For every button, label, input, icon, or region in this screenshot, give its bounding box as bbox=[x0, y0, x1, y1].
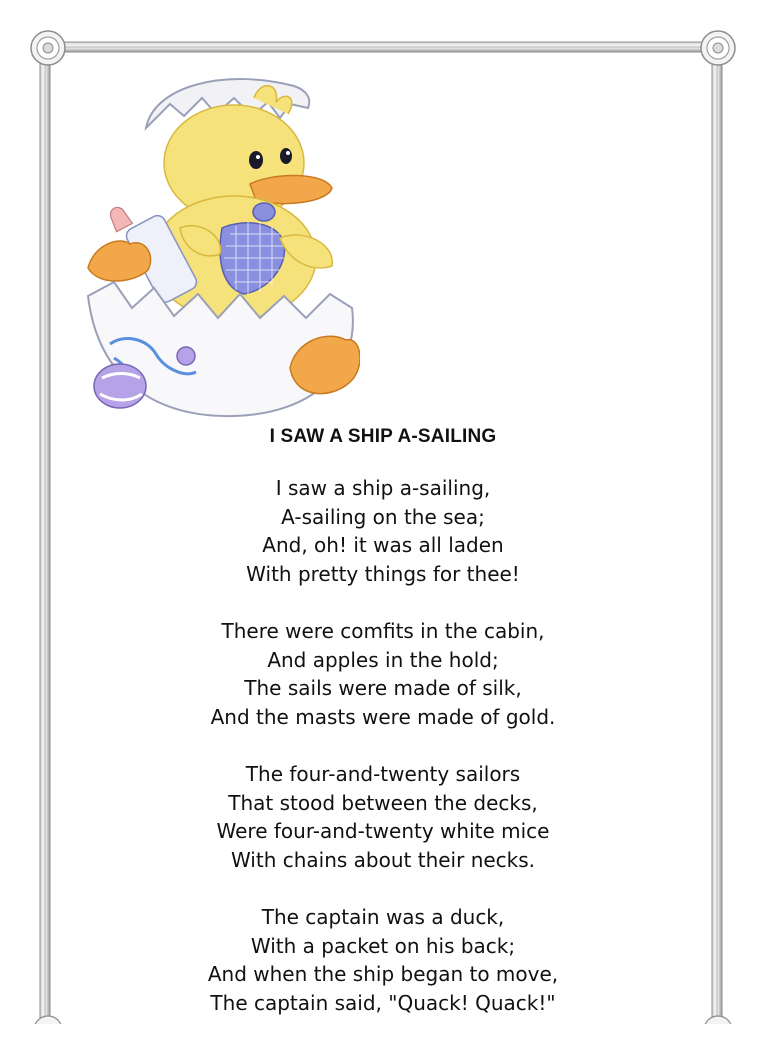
poem-line: And, oh! it was all laden bbox=[262, 533, 504, 557]
poem-line: There were comfits in the cabin, bbox=[221, 619, 545, 643]
poem-line: With a packet on his back; bbox=[250, 933, 516, 958]
poem-line: I saw a ship a-sailing, bbox=[275, 476, 491, 500]
poem-line: The captain was a duck, bbox=[261, 905, 505, 929]
stanza-3 bbox=[100, 760, 666, 874]
poem-line: And the masts were made of gold. bbox=[210, 704, 556, 729]
duckling-in-eggshell-icon bbox=[84, 68, 360, 420]
corner-ornament-top-left bbox=[31, 31, 65, 65]
poem-line: Were four-and-twenty white mice bbox=[216, 819, 550, 843]
poem-line: The four-and-twenty sailors bbox=[245, 762, 521, 786]
stanza-4 bbox=[100, 903, 666, 1017]
poem-title: I SAW A SHIP A-SAILING bbox=[269, 426, 497, 447]
poem-line: And apples in the hold; bbox=[267, 647, 499, 672]
poem-line: The sails were made of silk, bbox=[244, 676, 522, 700]
poem-line: The captain said, "Quack! Quack!" bbox=[210, 990, 556, 1015]
poem-line: And when the ship began to move, bbox=[207, 962, 559, 986]
poem-line: A-sailing on the sea; bbox=[281, 504, 485, 529]
stanza-2 bbox=[100, 617, 666, 731]
poem bbox=[100, 424, 666, 1046]
poem-line: With chains about their necks. bbox=[230, 847, 536, 872]
poem-line: With pretty things for thee! bbox=[246, 561, 520, 586]
poem-line: That stood between the decks, bbox=[228, 790, 538, 815]
stanza-1 bbox=[100, 474, 666, 588]
corner-ornament-top-right bbox=[701, 31, 735, 65]
